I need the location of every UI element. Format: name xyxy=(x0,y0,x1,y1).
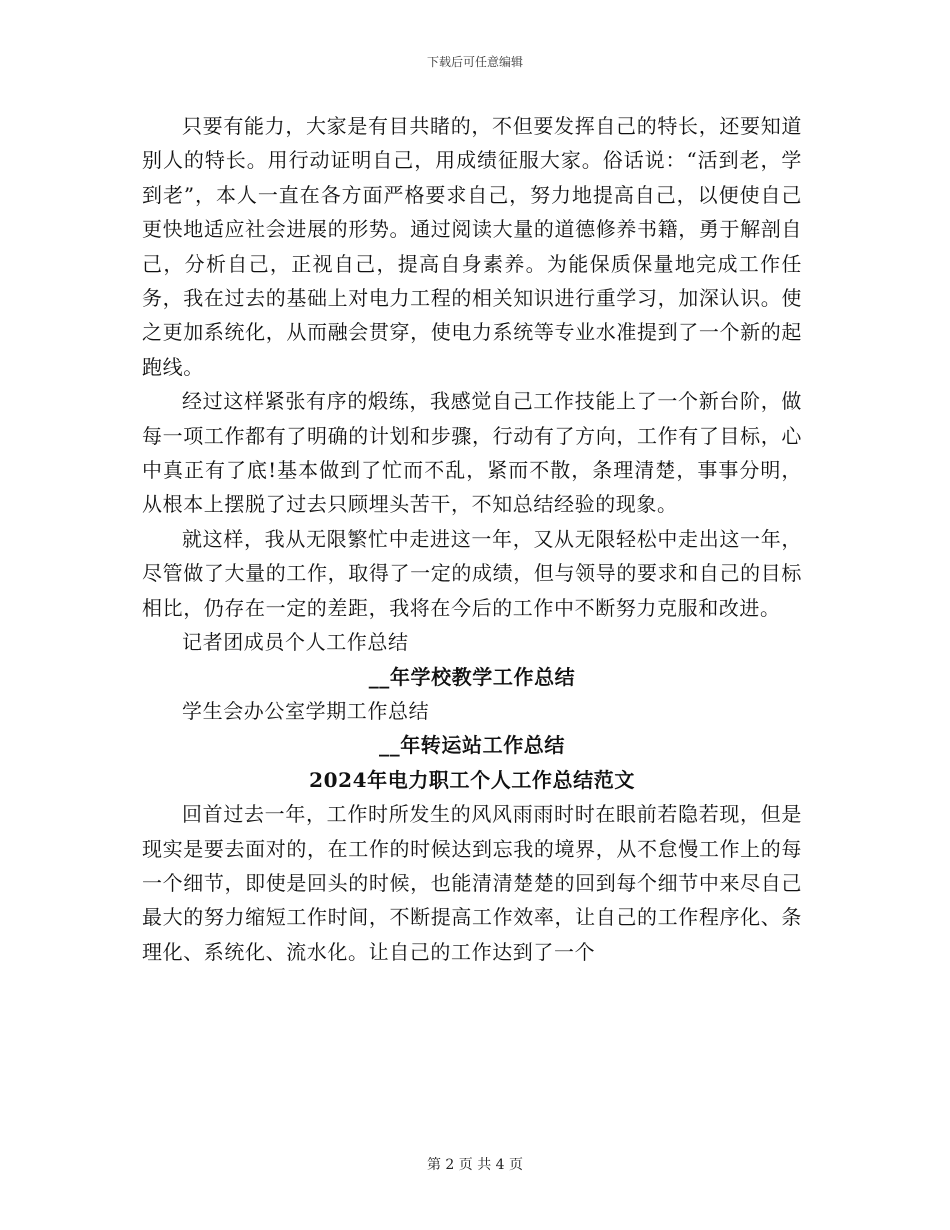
document-body xyxy=(142,109,802,969)
paragraph-1: 只要有能力，大家是有目共睹的，不但要发挥自己的特长，还要知道别人的特长。用行动证明自己，用成绩征服大家。俗话说：“活到老，学到老”，本人一直在各方面严格要求自己，努力地提高自己，以便使自己更快地适应社会进展的形势。通过阅读大量的道德修养书籍，勇于解剖自己，分析自己，正视自己，提高自身素养。为能保质保量地完成工作任务，我在过去的基础上对电力工程的相关知识进行重学习，加深认识。使之更加系统化，从而融会贯穿，使电力系统等专业水准提到了一个新的起跑线。 xyxy=(142,114,802,379)
related-article-2: 学生会办公室学期工作总结 xyxy=(182,698,430,723)
section-heading-3: 2024年电力职工个人工作总结范文 xyxy=(309,767,635,792)
page-header: 下载后可任意编辑 xyxy=(426,55,523,69)
paragraph-2: 经过这样紧张有序的煅练，我感觉自己工作技能上了一个新台阶，做每一项工作都有了明确的计划和步骤，行动有了方向，工作有了目标，心中真正有了底!基本做到了忙而不乱，紧而不散，条理清楚，事事分明，从根本上摆脱了过去只顾埋头苦干，不知总结经验的现象。 xyxy=(142,389,802,517)
section-heading-2: __年转运站工作总结 xyxy=(379,733,565,758)
paragraph-4: 回首过去一年，工作时所发生的风风雨雨时时在眼前若隐若现，但是现实是要去面对的，在工作的时候达到忘我的境界，从不怠慢工作上的每一个细节，即使是回头的时候，也能清清楚楚的回到每个细节中来尽自己最大的努力缩短工作时间，不断提高工作效率，让自己的工作程序化、条理化、系统化、流水化。让自己的工作达到了一个 xyxy=(142,802,802,964)
paragraph-3: 就这样，我从无限繁忙中走进这一年，又从无限轻松中走出这一年，尽管做了大量的工作，取得了一定的成绩，但与领导的要求和自己的目标相比，仍存在一定的差距，我将在今后的工作中不断努力克服和改进。 xyxy=(142,526,802,620)
section-heading-1: __年学校教学工作总结 xyxy=(368,664,576,689)
page-footer: 第 2 页 共 4 页 xyxy=(426,1157,524,1173)
related-article-1: 记者团成员个人工作总结 xyxy=(182,630,409,655)
